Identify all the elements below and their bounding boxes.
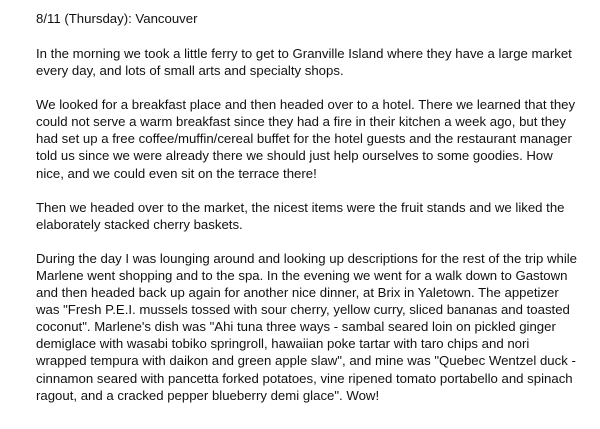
text-line: demiglace with wasabi tobiko springroll, hawaiian poke tartar with taro chips and nori: [36, 336, 530, 352]
paragraph-market: [36, 199, 592, 233]
text-line: We looked for a breakfast place and then headed over to a hotel. There we learned that they: [36, 97, 576, 113]
text-line: nice, and we could even sit on the terrace there!: [36, 165, 317, 181]
text-line: Marlene went shopping and to the spa. In the evening we went for a walk down to Gastown: [36, 267, 568, 283]
text-line: and then headed back up again for another nice dinner, at Brix in Yaletown. The appetizer: [36, 285, 559, 301]
text-line: was "Fresh P.E.I. mussels tossed with sour cherry, yellow curry, sliced bananas and toasted: [36, 302, 570, 318]
journal-page: [36, 10, 592, 421]
paragraph-breakfast: [36, 96, 592, 181]
text-line: During the day I was lounging around and looking up descriptions for the rest of the trip while: [36, 250, 578, 266]
text-line: elaborately stacked cherry baskets.: [36, 216, 243, 232]
text-line: wrapped tempura with daikon and green apple slaw", and mine was "Quebec Wentzel duck -: [36, 353, 576, 369]
paragraph-ferry: [36, 45, 592, 79]
paragraph-dinner: [36, 250, 592, 404]
text-line: every day, and lots of small arts and specialty shops.: [36, 63, 344, 79]
text-line: coconut". Marlene's dish was "Ahi tuna three ways - sambal seared loin on pickled ginger: [36, 319, 556, 335]
text-line: could not serve a warm breakfast since they had a fire in their kitchen a week ago, but they: [36, 114, 566, 130]
text-line: Then we headed over to the market, the nicest items were the fruit stands and we liked the: [36, 199, 565, 215]
entry-heading: 8/11 (Thursday): Vancouver: [36, 11, 198, 26]
text-line: had set up a free coffee/muffin/cereal buffet for the hotel guests and the restaurant manager: [36, 131, 572, 147]
text-line: In the morning we took a little ferry to get to Granville Island where they have a large market: [36, 46, 572, 61]
text-line: told us since we were already there we should just help ourselves to some goodies. How: [36, 148, 553, 164]
text-line: ragout, and a cracked pepper blueberry demi glace". Wow!: [36, 387, 380, 403]
text-line: cinnamon seared with pancetta forked potatoes, vine ripened tomato portabello and spinach: [36, 370, 573, 386]
